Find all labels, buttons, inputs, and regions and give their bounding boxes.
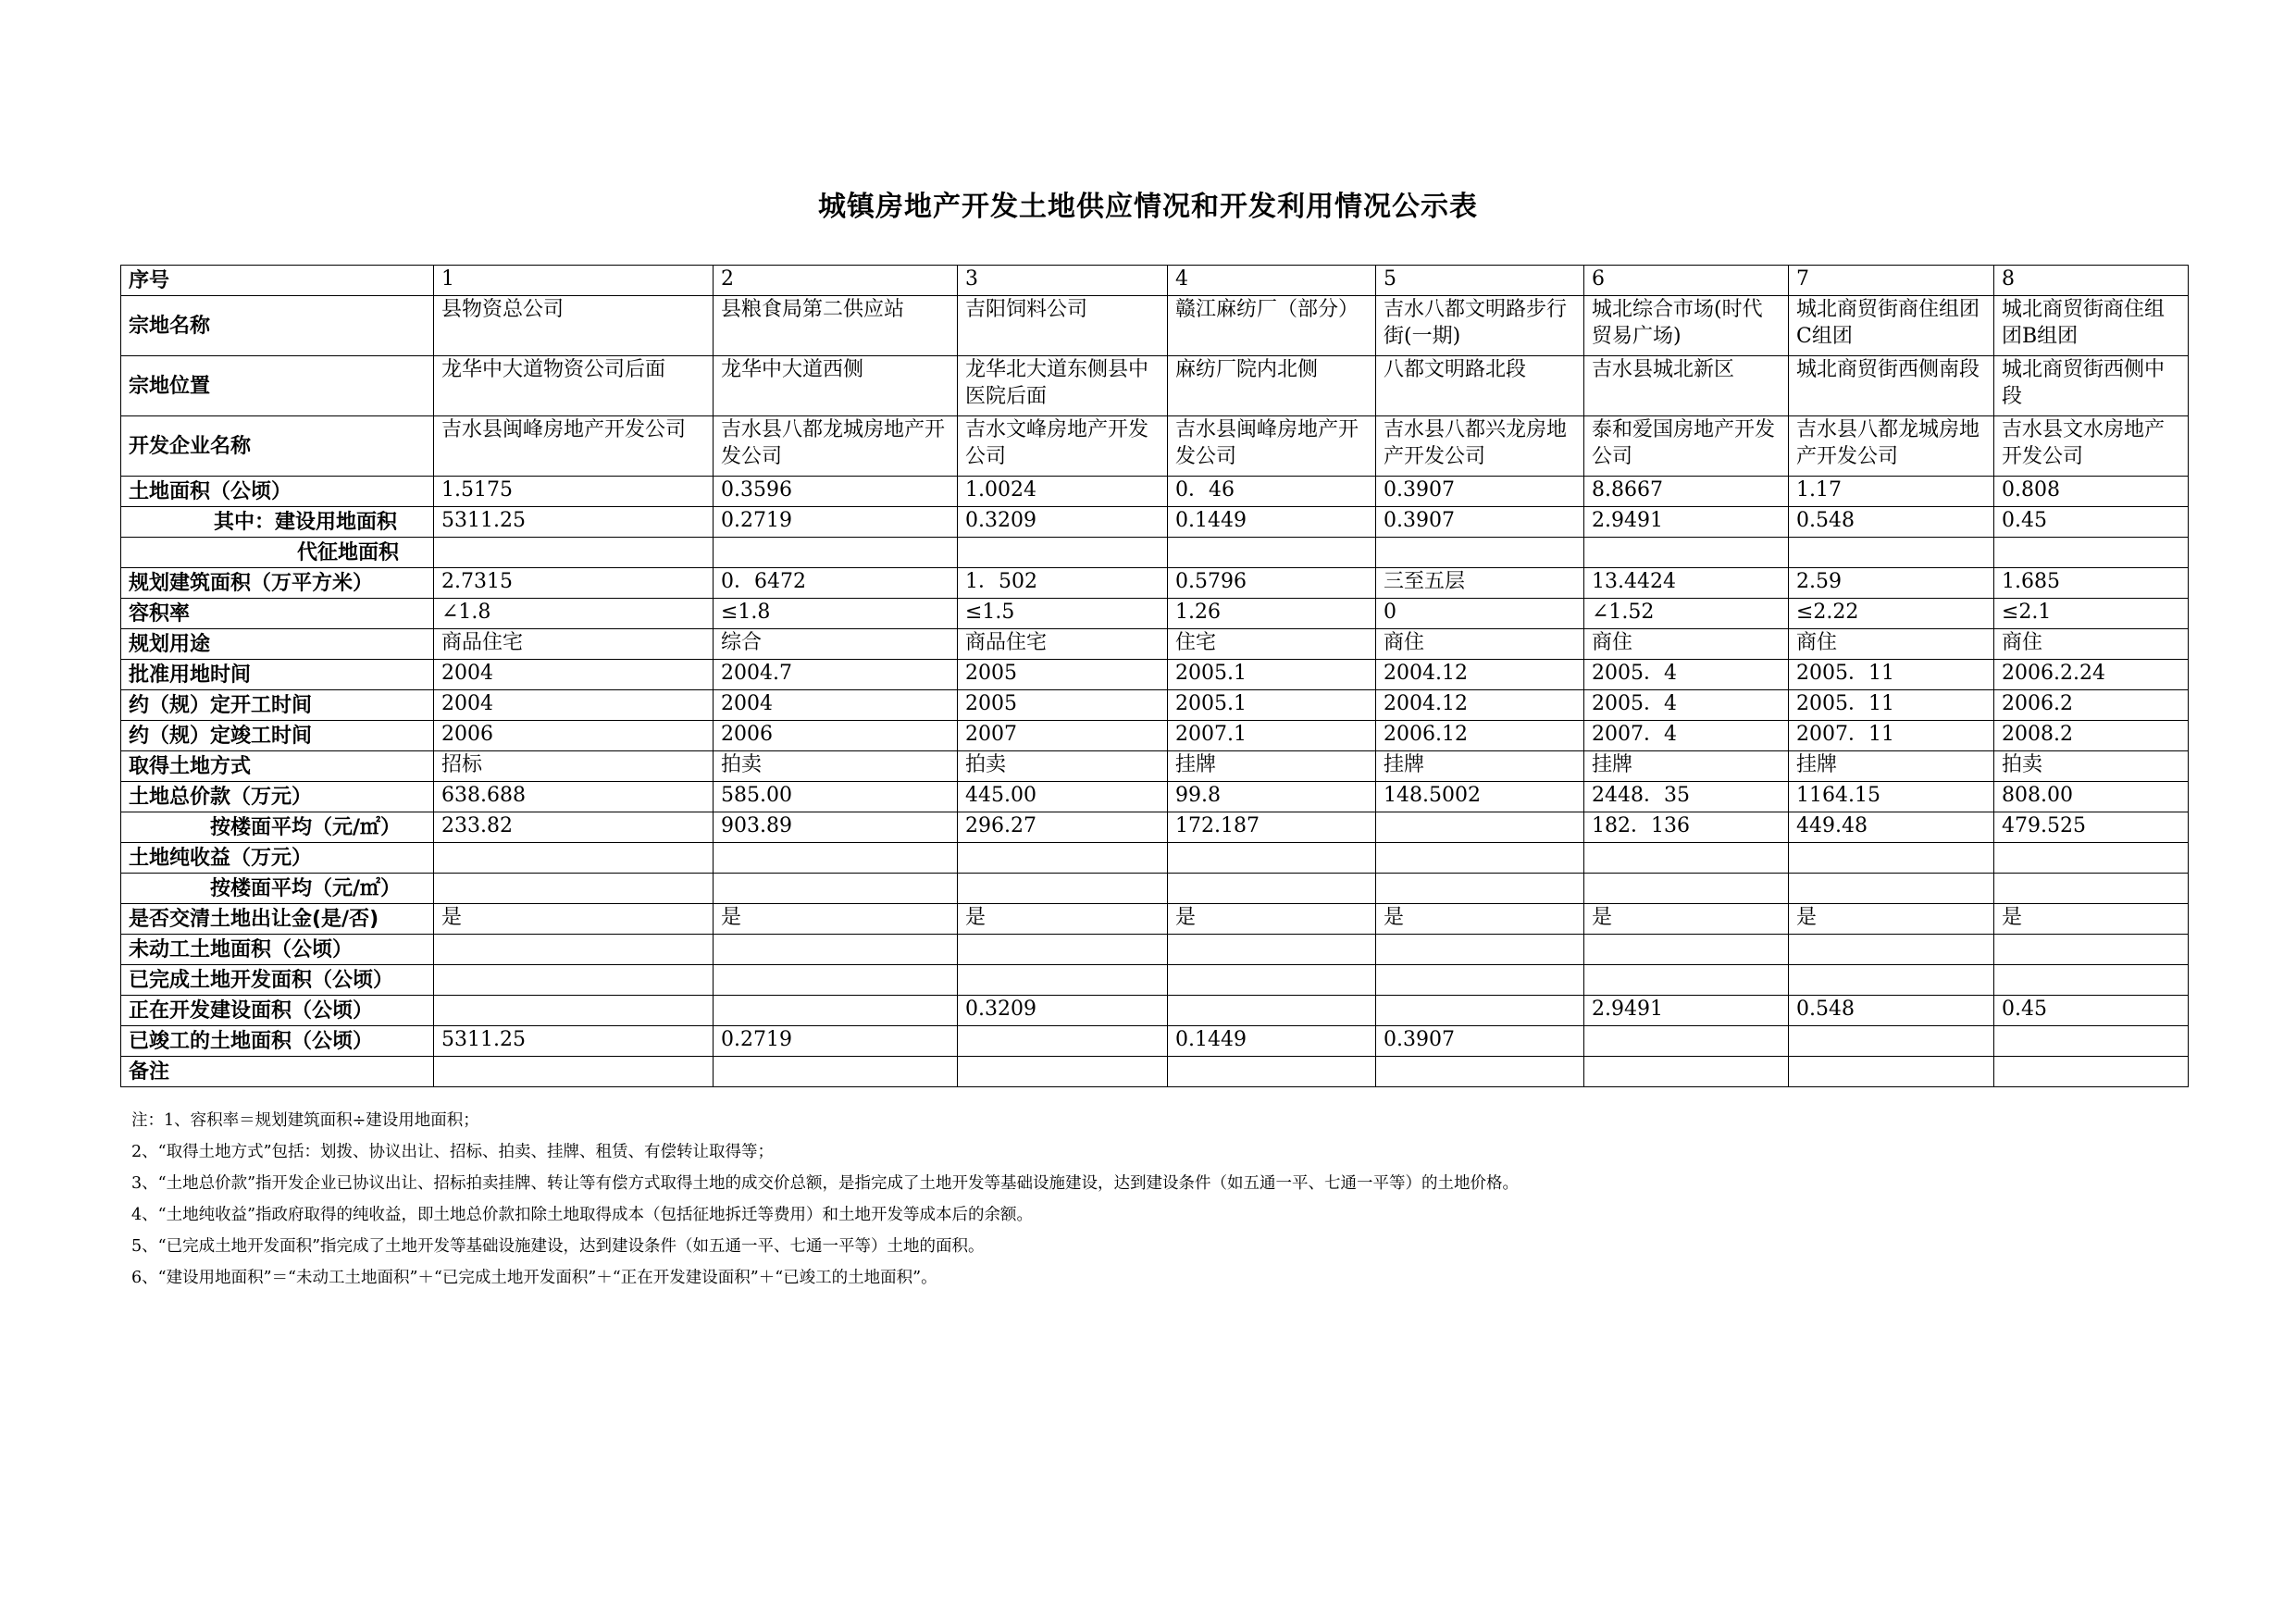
table-cell: 445.00 <box>958 782 1168 812</box>
table-cell: 吉水县八都龙城房地产开发公司 <box>714 416 958 477</box>
table-cell <box>1789 1057 1994 1087</box>
table-cell <box>434 874 714 904</box>
table-cell: 商品住宅 <box>958 629 1168 660</box>
table-cell <box>1584 874 1789 904</box>
table-cell <box>1376 538 1584 568</box>
row-label: 代征地面积 <box>121 538 434 568</box>
table-cell: 2008.2 <box>1994 721 2189 751</box>
table-row <box>121 751 2189 782</box>
table-cell: 商住 <box>1584 629 1789 660</box>
table-row <box>121 782 2189 812</box>
table-row <box>121 874 2189 904</box>
table-cell: 233.82 <box>434 812 714 843</box>
table-cell: ∠1.52 <box>1584 599 1789 629</box>
page-title: 城镇房地产开发土地供应情况和开发利用情况公示表 <box>818 191 1478 223</box>
table-cell: 商住 <box>1376 629 1584 660</box>
table-row <box>121 629 2189 660</box>
table-cell: 2006.12 <box>1376 721 1584 751</box>
table-cell <box>1584 538 1789 568</box>
footnote-line: 4、“土地纯收益”指政府取得的纯收益，即土地总价款扣除土地取得成本（包括征地拆迁等费用）和土地开发等成本后的余额。 <box>131 1206 1034 1224</box>
footnote-line: 5、“已完成土地开发面积”指完成了土地开发等基础设施建设，达到建设条件（如五通一平、七通一平等）土地的面积。 <box>131 1237 985 1256</box>
table-row <box>121 904 2189 935</box>
table-cell: 吉水县文水房地产开发公司 <box>1994 416 2189 477</box>
table-row <box>121 812 2189 843</box>
table-cell: 2006.2.24 <box>1994 660 2189 690</box>
table-cell: 综合 <box>714 629 958 660</box>
table-cell: 172.187 <box>1168 812 1376 843</box>
table-cell <box>1168 538 1376 568</box>
table-cell <box>1994 874 2189 904</box>
row-label: 是否交清土地出让金(是/否) <box>121 904 434 935</box>
table-cell: 449.48 <box>1789 812 1994 843</box>
table-cell <box>1789 874 1994 904</box>
table-cell: 1.17 <box>1789 477 1994 507</box>
table-row <box>121 266 2189 296</box>
table-cell <box>1994 935 2189 965</box>
table-cell <box>958 1026 1168 1057</box>
table-cell <box>1789 1026 1994 1057</box>
table-cell: 2005．11 <box>1789 690 1994 721</box>
table-cell: 7 <box>1789 266 1994 296</box>
table-row <box>121 296 2189 356</box>
table-cell <box>1376 843 1584 874</box>
table-cell: 2004 <box>434 660 714 690</box>
table-cell: 1.5175 <box>434 477 714 507</box>
table-cell <box>1168 843 1376 874</box>
table-cell: 2006 <box>714 721 958 751</box>
table-cell: 城北商贸街商住组团C组团 <box>1789 296 1994 356</box>
row-label: 其中：建设用地面积 <box>121 507 434 538</box>
table-row <box>121 507 2189 538</box>
table-cell: 0.548 <box>1789 507 1994 538</box>
table-row <box>121 538 2189 568</box>
table-cell: 2004 <box>434 690 714 721</box>
table-cell <box>714 965 958 996</box>
table-cell <box>1789 935 1994 965</box>
table-cell: ≤2.1 <box>1994 599 2189 629</box>
table-cell: 2.7315 <box>434 568 714 599</box>
table-cell: 8 <box>1994 266 2189 296</box>
table-row <box>121 599 2189 629</box>
table-cell: 2.9491 <box>1584 996 1789 1026</box>
table-cell <box>714 935 958 965</box>
table-cell: 龙华中大道西侧 <box>714 356 958 416</box>
table-row <box>121 965 2189 996</box>
table-cell: 0．6472 <box>714 568 958 599</box>
table-cell <box>1168 874 1376 904</box>
table-row <box>121 477 2189 507</box>
table-cell: 2007 <box>958 721 1168 751</box>
table-cell <box>434 935 714 965</box>
table-cell: 2005．4 <box>1584 690 1789 721</box>
table-cell: 0.1449 <box>1168 507 1376 538</box>
row-label: 未动工土地面积（公顷） <box>121 935 434 965</box>
footnote-line: 3、“土地总价款”指开发企业已协议出让、招标拍卖挂牌、转让等有偿方式取得土地的成交价总额，是指完成了土地开发等基础设施建设，达到建设条件（如五通一平、七通一平等）的土地价格。 <box>131 1174 1520 1193</box>
table-body <box>121 266 2189 1087</box>
table-cell: 泰和爱国房地产开发公司 <box>1584 416 1789 477</box>
table-cell: 2005．4 <box>1584 660 1789 690</box>
table-cell <box>958 874 1168 904</box>
table-cell: 商住 <box>1994 629 2189 660</box>
table-cell <box>1789 965 1994 996</box>
table-cell: 296.27 <box>958 812 1168 843</box>
table-cell: 5 <box>1376 266 1584 296</box>
table-cell: 城北商贸街商住组团B组团 <box>1994 296 2189 356</box>
table-cell <box>1584 935 1789 965</box>
table-cell <box>714 996 958 1026</box>
row-label: 正在开发建设面积（公顷） <box>121 996 434 1026</box>
table-cell: 住宅 <box>1168 629 1376 660</box>
row-label: 土地面积（公顷） <box>121 477 434 507</box>
table-cell: 商品住宅 <box>434 629 714 660</box>
table-cell: 拍卖 <box>958 751 1168 782</box>
table-row <box>121 721 2189 751</box>
table-cell: 2005.1 <box>1168 690 1376 721</box>
table-cell <box>958 965 1168 996</box>
table-cell: 2.59 <box>1789 568 1994 599</box>
table-cell <box>1994 538 2189 568</box>
table-cell: ≤1.5 <box>958 599 1168 629</box>
table-cell: 0.2719 <box>714 507 958 538</box>
table-cell: 2007．11 <box>1789 721 1994 751</box>
table-row <box>121 996 2189 1026</box>
table-cell: 1.0024 <box>958 477 1168 507</box>
table-cell: 龙华北大道东侧县中医院后面 <box>958 356 1168 416</box>
row-label: 已完成土地开发面积（公顷） <box>121 965 434 996</box>
table-cell: 903.89 <box>714 812 958 843</box>
table-cell: 0.45 <box>1994 507 2189 538</box>
table-cell: 2004 <box>714 690 958 721</box>
row-label: 规划建筑面积（万平方米） <box>121 568 434 599</box>
table-cell: 2005．11 <box>1789 660 1994 690</box>
table-cell <box>1789 538 1994 568</box>
table-cell: 是 <box>958 904 1168 935</box>
table-cell <box>434 1057 714 1087</box>
table-cell: 0.3596 <box>714 477 958 507</box>
footnotes <box>131 1105 2167 1294</box>
table-cell: 2005 <box>958 690 1168 721</box>
table-cell: 4 <box>1168 266 1376 296</box>
table-cell: ∠1.8 <box>434 599 714 629</box>
table-cell: 挂牌 <box>1376 751 1584 782</box>
table-cell: 0.3209 <box>958 996 1168 1026</box>
row-label: 土地纯收益（万元） <box>121 843 434 874</box>
row-label: 规划用途 <box>121 629 434 660</box>
table-cell: 1 <box>434 266 714 296</box>
table-cell: 吉水八都文明路步行街(一期) <box>1376 296 1584 356</box>
table-cell: 吉水文峰房地产开发公司 <box>958 416 1168 477</box>
table-cell: 吉水县闽峰房地产开发公司 <box>434 416 714 477</box>
table-cell: 0.548 <box>1789 996 1994 1026</box>
table-cell: 2005.1 <box>1168 660 1376 690</box>
table-row <box>121 1026 2189 1057</box>
table-cell: 0.3907 <box>1376 477 1584 507</box>
table-cell: 99.8 <box>1168 782 1376 812</box>
table-cell <box>1376 935 1584 965</box>
table-cell <box>1994 843 2189 874</box>
row-label: 按楼面平均（元/㎡） <box>121 812 434 843</box>
table-cell: 2 <box>714 266 958 296</box>
row-label: 备注 <box>121 1057 434 1087</box>
land-supply-table <box>120 265 2189 1087</box>
table-row <box>121 690 2189 721</box>
table-cell <box>1376 874 1584 904</box>
table-cell: 0.1449 <box>1168 1026 1376 1057</box>
table-cell <box>1376 996 1584 1026</box>
table-row <box>121 1057 2189 1087</box>
footnote-line: 注：1、容积率＝规划建筑面积÷建设用地面积； <box>131 1111 479 1130</box>
table-row <box>121 568 2189 599</box>
table-cell: 拍卖 <box>1994 751 2189 782</box>
table-cell: 0.3907 <box>1376 1026 1584 1057</box>
row-label: 约（规）定开工时间 <box>121 690 434 721</box>
table-cell: 城北综合市场(时代贸易广场) <box>1584 296 1789 356</box>
table-cell <box>1994 965 2189 996</box>
table-cell <box>1376 1057 1584 1087</box>
table-cell: 商住 <box>1789 629 1994 660</box>
table-cell: 吉阳饲料公司 <box>958 296 1168 356</box>
table-cell <box>1376 965 1584 996</box>
table-cell: 5311.25 <box>434 507 714 538</box>
table-cell <box>958 843 1168 874</box>
table-cell <box>1789 843 1994 874</box>
table-cell: 挂牌 <box>1789 751 1994 782</box>
table-cell <box>1168 996 1376 1026</box>
table-cell <box>714 874 958 904</box>
table-cell: 吉水县闽峰房地产开发公司 <box>1168 416 1376 477</box>
table-cell <box>1168 1057 1376 1087</box>
table-cell: 吉水县八都兴龙房地产开发公司 <box>1376 416 1584 477</box>
table-cell: 是 <box>1168 904 1376 935</box>
table-cell <box>958 538 1168 568</box>
table-cell: 8.8667 <box>1584 477 1789 507</box>
table-cell <box>1168 935 1376 965</box>
table-cell: 三至五层 <box>1376 568 1584 599</box>
table-cell: 808.00 <box>1994 782 2189 812</box>
table-cell: 是 <box>1584 904 1789 935</box>
row-label: 批准用地时间 <box>121 660 434 690</box>
table-cell: 0.3907 <box>1376 507 1584 538</box>
row-label: 土地总价款（万元） <box>121 782 434 812</box>
table-cell: 2006.2 <box>1994 690 2189 721</box>
table-cell: 2004.12 <box>1376 660 1584 690</box>
table-row <box>121 356 2189 416</box>
table-cell: 2448．35 <box>1584 782 1789 812</box>
table-cell: 城北商贸街西侧中段 <box>1994 356 2189 416</box>
table-cell: 0.45 <box>1994 996 2189 1026</box>
table-cell: 1164.15 <box>1789 782 1994 812</box>
table-cell: 479.525 <box>1994 812 2189 843</box>
table-cell: 拍卖 <box>714 751 958 782</box>
table-cell <box>1168 965 1376 996</box>
footnote-line: 6、“建设用地面积”＝“未动工土地面积”＋“已完成土地开发面积”＋“正在开发建设面积”＋“已竣工的土地面积”。 <box>131 1269 937 1287</box>
row-label: 取得土地方式 <box>121 751 434 782</box>
table-cell: 0.5796 <box>1168 568 1376 599</box>
table-row <box>121 843 2189 874</box>
table-cell: 0．46 <box>1168 477 1376 507</box>
table-cell <box>958 1057 1168 1087</box>
table-cell: 2005 <box>958 660 1168 690</box>
table-cell <box>1584 965 1789 996</box>
row-label: 按楼面平均（元/㎡） <box>121 874 434 904</box>
table-cell <box>434 843 714 874</box>
table-cell: 0.2719 <box>714 1026 958 1057</box>
table-row <box>121 935 2189 965</box>
table-cell <box>714 538 958 568</box>
row-label: 约（规）定竣工时间 <box>121 721 434 751</box>
table-cell: 是 <box>1376 904 1584 935</box>
table-cell: 3 <box>958 266 1168 296</box>
table-cell: 吉水县八都龙城房地产开发公司 <box>1789 416 1994 477</box>
table-cell: 是 <box>1994 904 2189 935</box>
table-cell <box>958 935 1168 965</box>
table-cell: 挂牌 <box>1584 751 1789 782</box>
table-cell: 148.5002 <box>1376 782 1584 812</box>
table-cell: 八都文明路北段 <box>1376 356 1584 416</box>
table-cell: 2006 <box>434 721 714 751</box>
table-cell <box>1994 1026 2189 1057</box>
table-cell: 182．136 <box>1584 812 1789 843</box>
table-cell: 挂牌 <box>1168 751 1376 782</box>
table-cell: 6 <box>1584 266 1789 296</box>
table-cell: 2007.1 <box>1168 721 1376 751</box>
table-cell: 0 <box>1376 599 1584 629</box>
table-cell: 招标 <box>434 751 714 782</box>
row-label: 容积率 <box>121 599 434 629</box>
table-cell <box>434 538 714 568</box>
footnote-line: 2、“取得土地方式”包括：划拨、协议出让、招标、拍卖、挂牌、租赁、有偿转让取得等； <box>131 1143 775 1161</box>
table-cell: 1.26 <box>1168 599 1376 629</box>
table-cell <box>1584 1026 1789 1057</box>
table-cell: 龙华中大道物资公司后面 <box>434 356 714 416</box>
row-label: 宗地名称 <box>121 296 434 356</box>
table-cell <box>434 996 714 1026</box>
row-label: 序号 <box>121 266 434 296</box>
table-cell <box>1584 1057 1789 1087</box>
table-cell: 2007．4 <box>1584 721 1789 751</box>
table-cell <box>714 843 958 874</box>
table-cell: 县物资总公司 <box>434 296 714 356</box>
table-cell <box>1994 1057 2189 1087</box>
table-cell <box>1376 812 1584 843</box>
table-row <box>121 660 2189 690</box>
table-row <box>121 416 2189 477</box>
table-cell <box>434 965 714 996</box>
table-cell: 2.9491 <box>1584 507 1789 538</box>
table-cell: 吉水县城北新区 <box>1584 356 1789 416</box>
table-cell: 1．502 <box>958 568 1168 599</box>
table-cell: 赣江麻纺厂（部分） <box>1168 296 1376 356</box>
table-cell: 0.808 <box>1994 477 2189 507</box>
table-cell: 638.688 <box>434 782 714 812</box>
table-cell: 2004.12 <box>1376 690 1584 721</box>
table-cell: 是 <box>434 904 714 935</box>
table-cell: 1.685 <box>1994 568 2189 599</box>
table-cell: 是 <box>714 904 958 935</box>
table-cell <box>1584 843 1789 874</box>
table-cell: 585.00 <box>714 782 958 812</box>
row-label: 已竣工的土地面积（公顷） <box>121 1026 434 1057</box>
table-cell: 2004.7 <box>714 660 958 690</box>
row-label: 宗地位置 <box>121 356 434 416</box>
row-label: 开发企业名称 <box>121 416 434 477</box>
table-cell: ≤1.8 <box>714 599 958 629</box>
table-cell: 13.4424 <box>1584 568 1789 599</box>
table-cell: 县粮食局第二供应站 <box>714 296 958 356</box>
table-cell: ≤2.22 <box>1789 599 1994 629</box>
table-cell: 0.3209 <box>958 507 1168 538</box>
table-cell: 麻纺厂院内北侧 <box>1168 356 1376 416</box>
table-cell: 城北商贸街西侧南段 <box>1789 356 1994 416</box>
table-cell: 是 <box>1789 904 1994 935</box>
table-cell: 5311.25 <box>434 1026 714 1057</box>
table-cell <box>714 1057 958 1087</box>
